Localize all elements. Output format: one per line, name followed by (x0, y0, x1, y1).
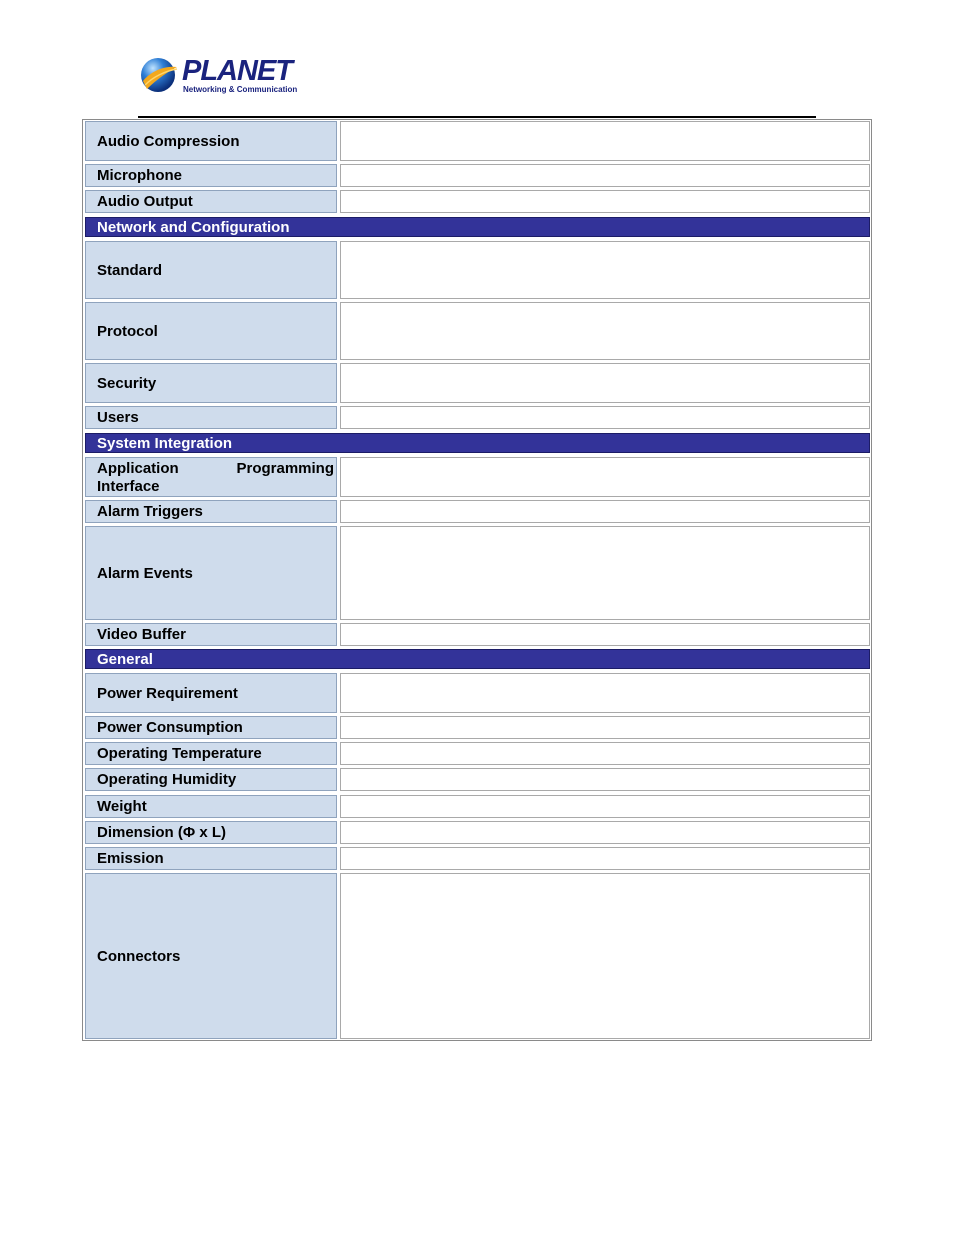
label-dimension: Dimension (Φ x L) (97, 824, 226, 841)
label-operating-temperature: Operating Temperature (97, 745, 262, 762)
row-label (85, 121, 337, 161)
table-row (85, 742, 870, 765)
row-value (340, 302, 870, 360)
table-row (85, 821, 870, 844)
row-label (85, 716, 337, 739)
label-power-consumption: Power Consumption (97, 719, 243, 736)
row-value (340, 847, 870, 870)
row-label (85, 164, 337, 187)
label-audio-output: Audio Output (97, 193, 193, 210)
label-operating-humidity: Operating Humidity (97, 771, 237, 788)
row-label (85, 457, 337, 497)
row-value (340, 795, 870, 818)
row-label (85, 302, 337, 360)
row-value (340, 673, 870, 713)
label-api-word-interface: Interface (97, 478, 160, 495)
table-row (85, 302, 870, 360)
label-weight: Weight (97, 798, 147, 815)
table-row (85, 768, 870, 791)
table-row (85, 716, 870, 739)
row-label (85, 406, 337, 429)
row-label (85, 821, 337, 844)
row-label (85, 500, 337, 523)
brand-tagline: Networking & Communication (183, 85, 298, 94)
section-header-general (85, 649, 870, 669)
row-value (340, 190, 870, 213)
label-standard: Standard (97, 261, 163, 279)
section-title: System Integration (97, 434, 233, 452)
row-label (85, 873, 337, 1039)
row-label (85, 241, 337, 299)
label-users: Users (97, 409, 139, 426)
label-audio-compression: Audio Compression (97, 132, 240, 150)
label-microphone: Microphone (97, 167, 182, 184)
row-value (340, 500, 870, 523)
row-label (85, 623, 337, 646)
table-row (85, 847, 870, 870)
table-row (85, 190, 870, 213)
row-value (340, 821, 870, 844)
table-row (85, 500, 870, 523)
section-header-system (85, 433, 870, 453)
row-value (340, 623, 870, 646)
table-row (85, 457, 870, 497)
row-label (85, 742, 337, 765)
row-value (340, 241, 870, 299)
label-video-buffer: Video Buffer (97, 626, 186, 643)
row-value (340, 742, 870, 765)
table-row (85, 241, 870, 299)
row-value (340, 526, 870, 620)
label-api-word-application: Application (97, 460, 179, 477)
label-protocol: Protocol (97, 322, 158, 340)
table-row (85, 121, 870, 161)
row-value (340, 363, 870, 403)
header-rule (138, 116, 816, 118)
row-label (85, 795, 337, 818)
row-value (340, 121, 870, 161)
brand-name: PLANET (182, 55, 292, 87)
spec-table (82, 119, 872, 1041)
row-value (340, 873, 870, 1039)
table-row (85, 363, 870, 403)
row-label (85, 768, 337, 791)
label-alarm-triggers: Alarm Triggers (97, 503, 203, 520)
label-connectors: Connectors (97, 947, 181, 965)
row-label (85, 847, 337, 870)
row-value (340, 164, 870, 187)
table-row (85, 673, 870, 713)
table-row (85, 164, 870, 187)
table-row (85, 623, 870, 646)
globe-icon (139, 55, 179, 95)
table-row (85, 873, 870, 1039)
table-row (85, 795, 870, 818)
planet-logo (139, 55, 299, 97)
row-label (85, 526, 337, 620)
table-row (85, 406, 870, 429)
row-value (340, 406, 870, 429)
row-value (340, 768, 870, 791)
section-title: Network and Configuration (97, 218, 290, 236)
row-label (85, 190, 337, 213)
row-label (85, 363, 337, 403)
table-row (85, 526, 870, 620)
section-header-network (85, 217, 870, 237)
row-label (85, 673, 337, 713)
label-alarm-events: Alarm Events (97, 564, 193, 582)
label-power-requirement: Power Requirement (97, 684, 238, 702)
label-api-word-programming: Programming (236, 460, 334, 477)
label-api-line1 (97, 460, 334, 477)
row-value (340, 457, 870, 497)
row-value (340, 716, 870, 739)
label-security: Security (97, 374, 157, 392)
label-emission: Emission (97, 850, 164, 867)
section-title: General (97, 650, 153, 668)
